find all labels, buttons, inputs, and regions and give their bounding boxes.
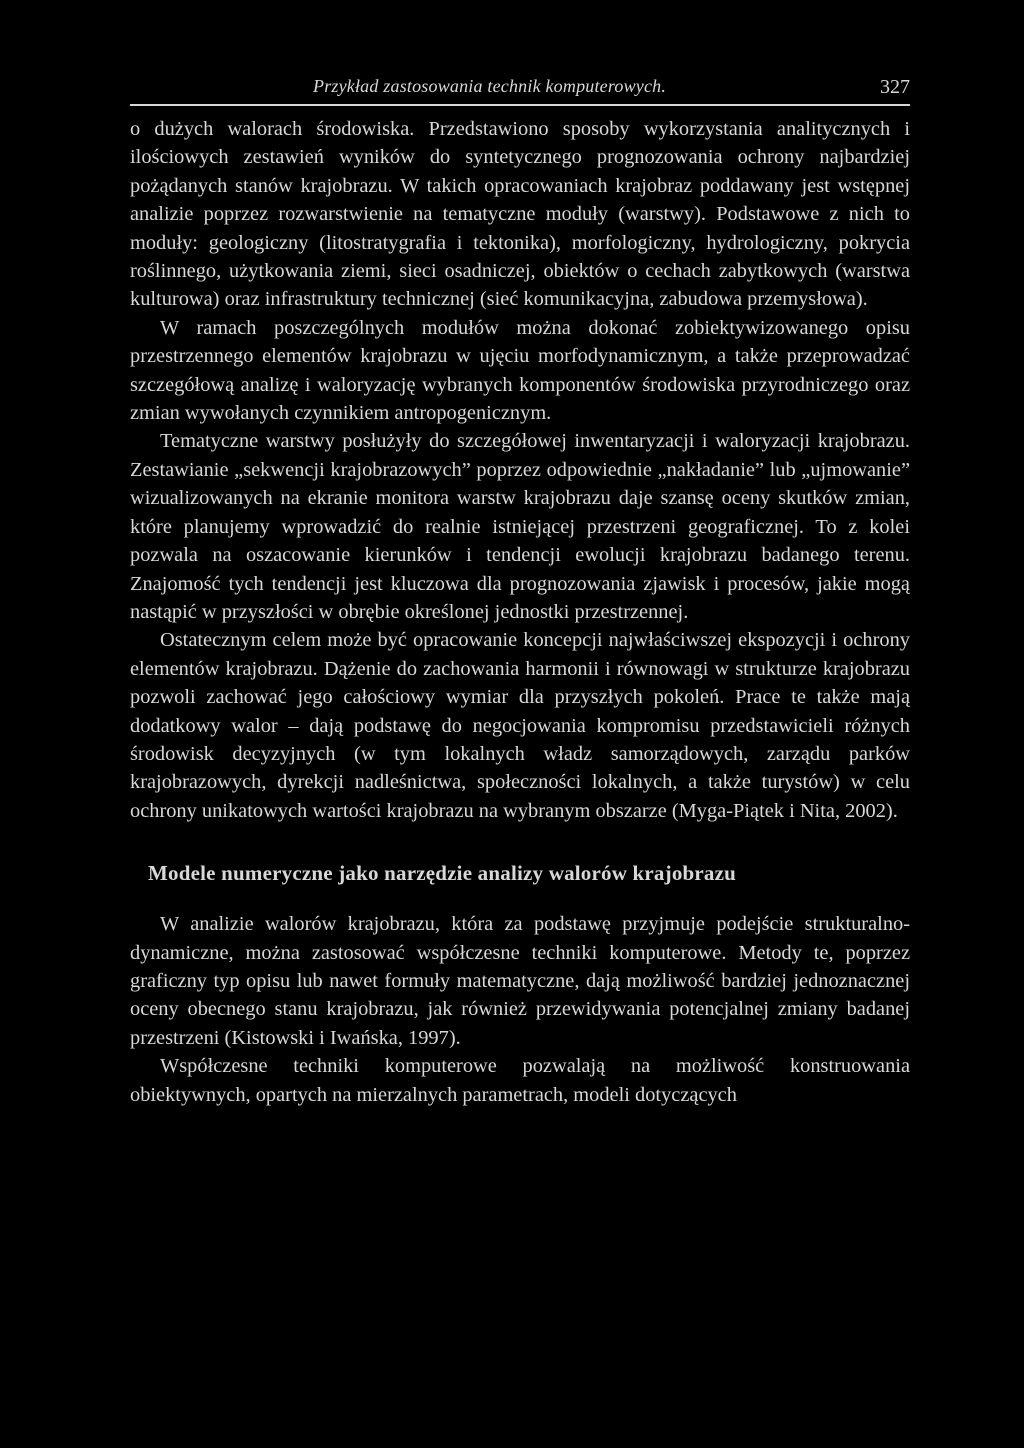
paragraph: W ramach poszczególnych modułów można dokonać zobiektywizowanego opisu przestrzennego elementów krajobrazu w ujęciu morfodynamicznym, a także przeprowadzać szczegółową analizę i waloryzację wybranych komponentów środowiska przyrodniczego oraz zmian wywołanych czynnikiem antropogenicznym. [130,316,910,425]
section-body [130,910,910,1109]
paragraph: W analizie walorów krajobrazu, która za podstawę przyjmuje podejście strukturalno-dynamiczne, można zastosować współczesne techniki komputerowe. Metody te, poprzez graficzny typ opisu lub nawet formuły matematyczne, dają możliwość bardziej jednoznacznej oceny obecnego stanu krajobrazu, jak również przewidywania potencjalnej zmiany badanej przestrzeni (Kistowski i Iwańska, 1997). [130,913,910,1049]
section-heading: Modele numeryczne jako narzędzie analizy walorów krajobrazu [148,861,737,886]
running-header [130,70,910,106]
page-number: 327 [880,76,910,98]
paragraph: Ostatecznym celem może być opracowanie koncepcji najwłaściwszej ekspozycji i ochrony elementów krajobrazu. Dążenie do zachowania harmonii i równowagi w strukturze krajobrazu pozwoli zachować jego całościowy wymiar dla przyszłych pokoleń. Prace te także mają dodatkowy walor – dają podstawę do negocjowania kompromisu przedstawicieli różnych środowisk decyzyjnych (w tym lokalnych władz samorządowych, zarządu parków krajobrazowych, dyrekcji nadleśnictwa, społeczności lokalnych, a także turystów) w celu ochrony unikatowych wartości krajobrazu na wybranym obszarze (Myga-Piątek i Nita, 2002). [130,629,910,822]
document-page [130,70,910,1109]
body-text [130,115,910,825]
paragraph: Współczesne techniki komputerowe pozwalają na możliwość konstruowania obiektywnych, opartych na mierzalnych parametrach, modeli dotyczących [130,1055,910,1106]
running-title: Przykład zastosowania technik komputerowych. [313,76,667,96]
paragraph: o dużych walorach środowiska. Przedstawiono sposoby wykorzystania analitycznych i ilościowych zestawień wyników do syntetycznego prognozowania ochrony najbardziej pożądanych stanów krajobrazu. W takich opracowaniach krajobraz poddawany jest wstępnej analizie poprzez rozwarstwienie na tematyczne moduły (warstwy). Podstawowe z nich to moduły: geologiczny (litostratygrafia i tektonika), morfologiczny, hydrologiczny, pokrycia roślinnego, użytkowania ziemi, sieci osadniczej, obiektów o cechach zabytkowych (warstwa kulturowa) oraz infrastruktury technicznej (sieć komunikacyjna, zabudowa przemysłowa). [130,118,910,311]
paragraph: Tematyczne warstwy posłużyły do szczegółowej inwentaryzacji i waloryzacji krajobrazu. Zestawianie „sekwencji krajobrazowych” poprzez odpowiednie „nakładanie” lub „ujmowanie” wizualizowanych na ekranie monitora warstw krajobrazu daje szansę oceny skutków zmian, które planujemy wprowadzić do realnie istniejącej przestrzeni geograficznej. To z kolei pozwala na oszacowanie kierunków i tendencji ewolucji krajobrazu badanego terenu. Znajomość tych tendencji jest kluczowa dla prognozowania zjawisk i procesów, jakie mogą nastąpić w przyszłości w obrębie określonej jednostki przestrzennej. [130,430,910,623]
